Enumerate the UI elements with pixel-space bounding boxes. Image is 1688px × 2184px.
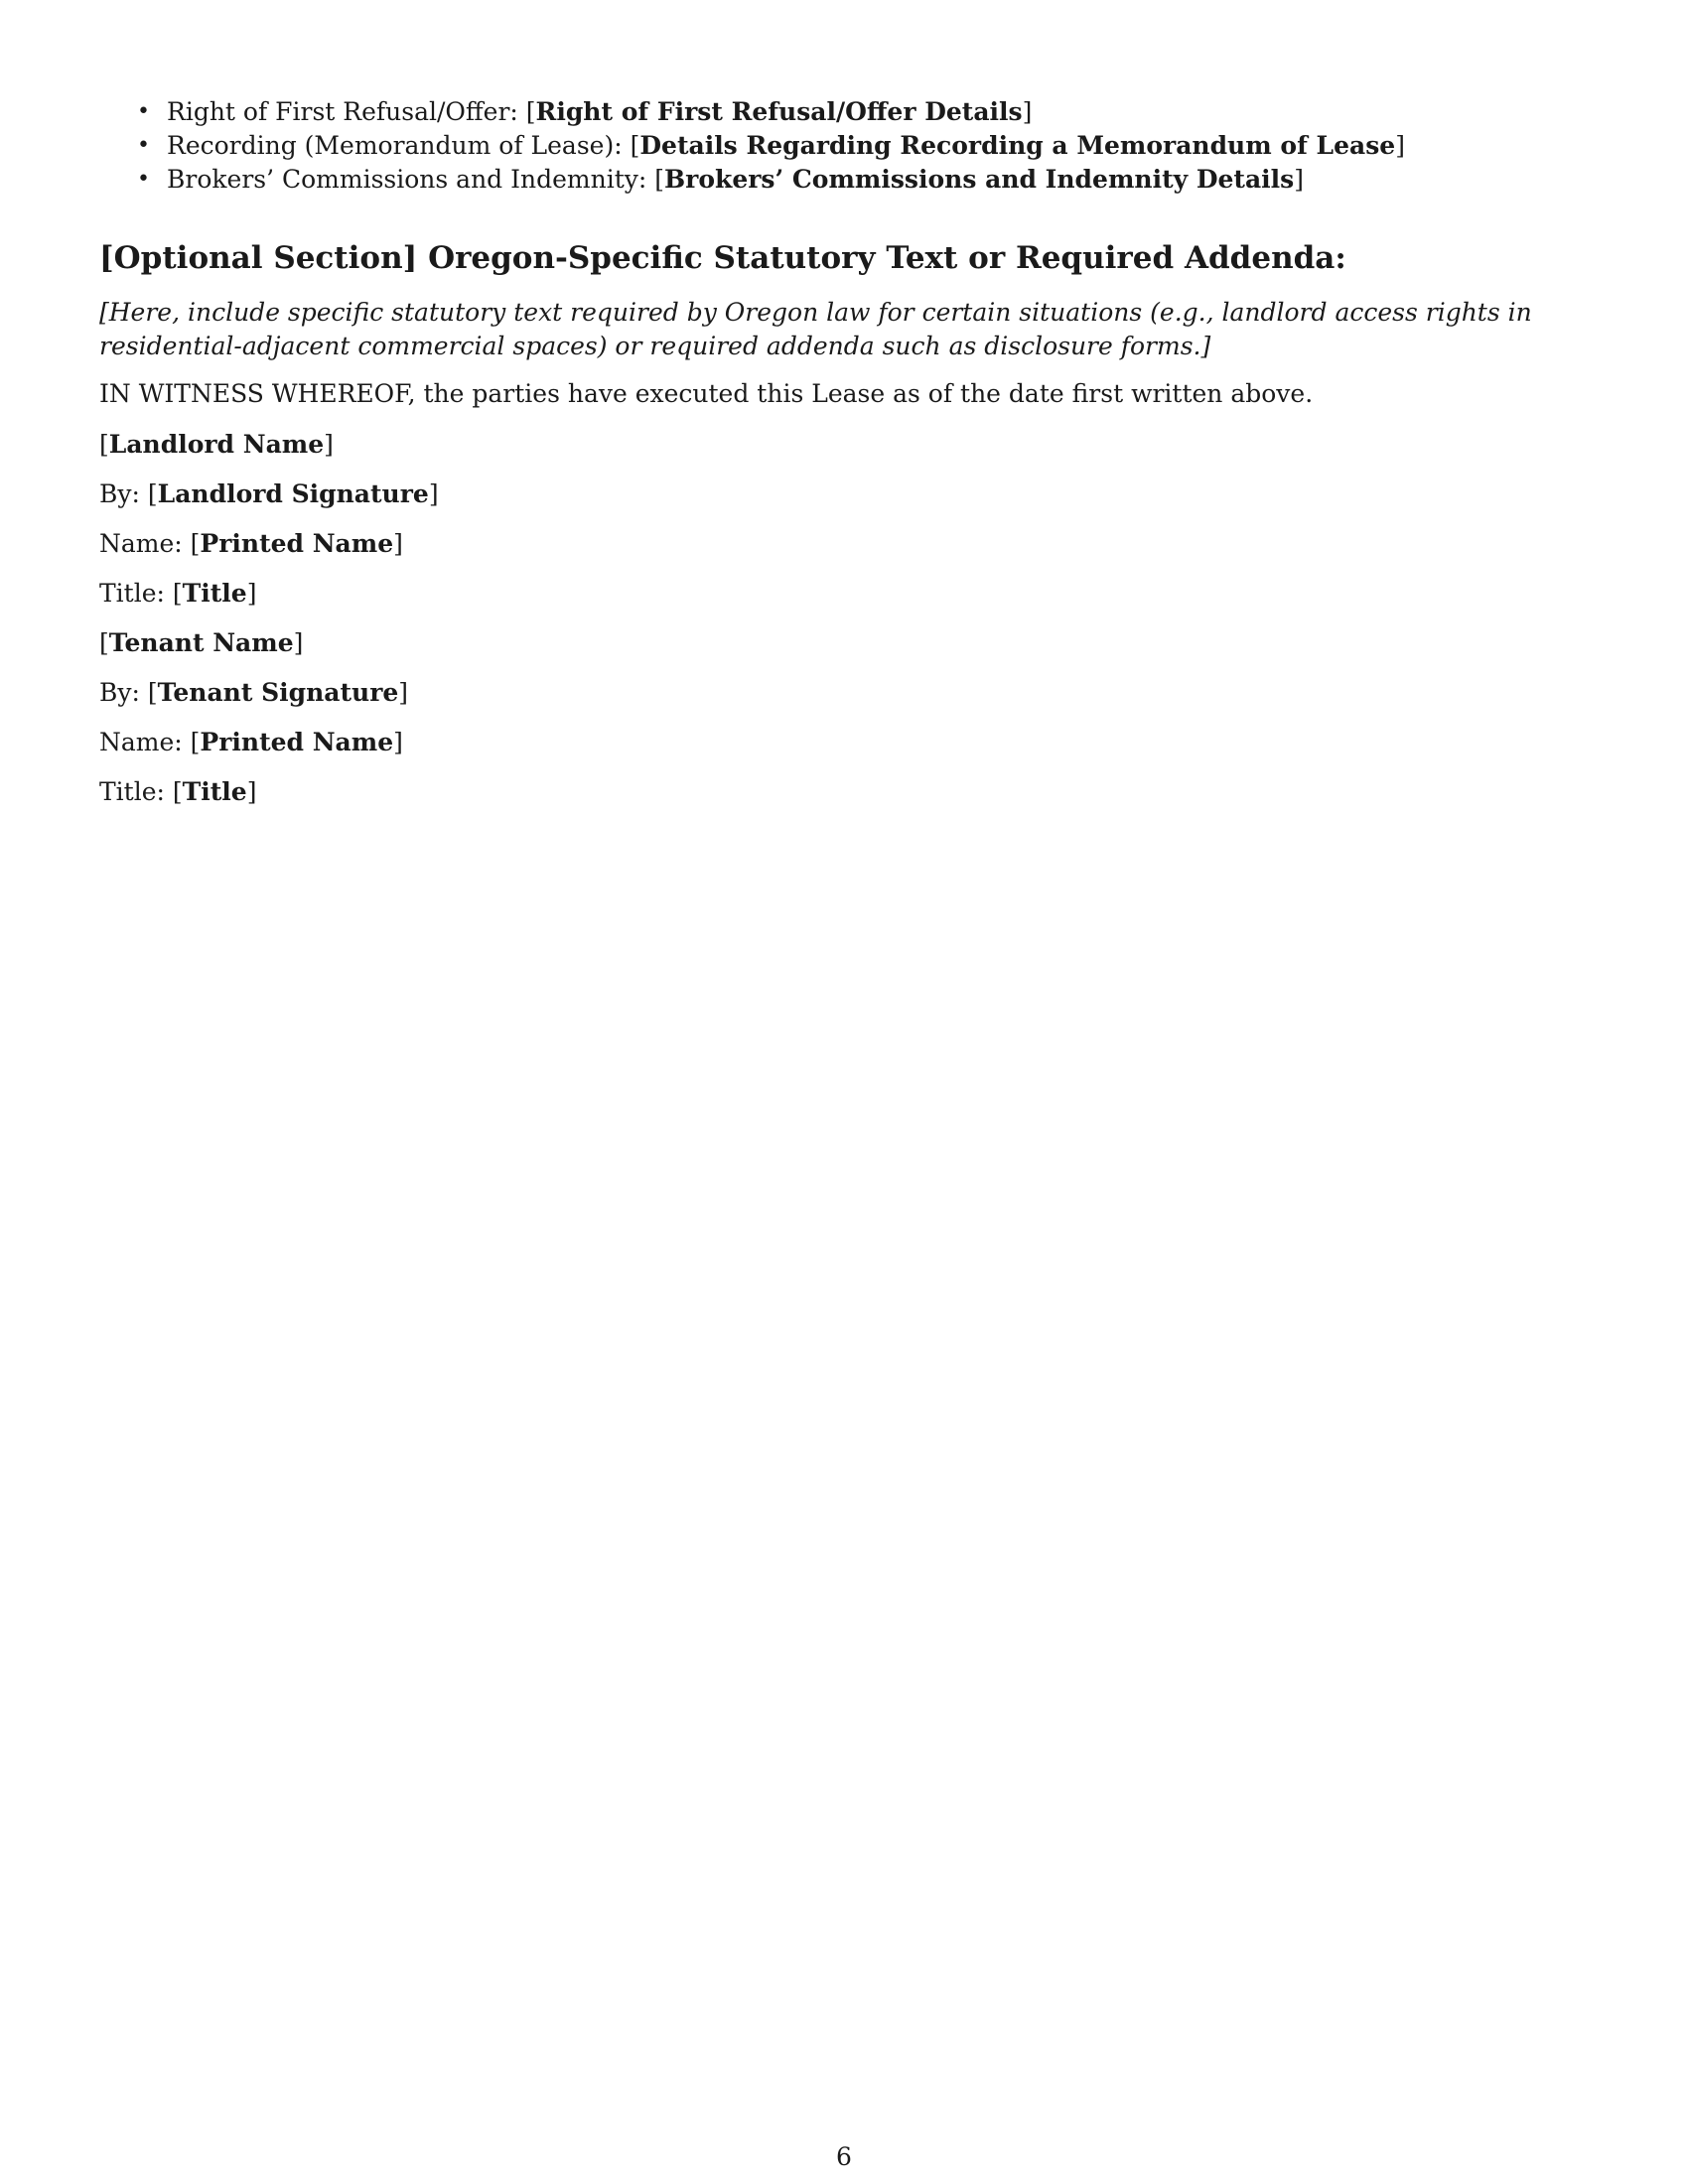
list-item: • Brokers’ Commissions and Indemnity: [Brokers’ Commissions and Indemnity Details] xyxy=(99,163,1589,197)
printed-name-placeholder: Printed Name xyxy=(200,529,394,558)
name-label: Name: xyxy=(99,529,191,558)
landlord-signature-block xyxy=(99,428,1589,611)
printed-name-placeholder: Printed Name xyxy=(200,728,394,756)
list-item-placeholder: Brokers’ Commissions and Indemnity Details xyxy=(664,165,1295,194)
landlord-printed-name-line: Name: [Printed Name] xyxy=(99,529,403,558)
list-item-label: Right of First Refusal/Offer: xyxy=(167,97,526,126)
tenant-name-placeholder: Tenant Name xyxy=(108,628,294,657)
lease-provisions-list xyxy=(99,95,1589,197)
tenant-by-line: By: [Tenant Signature] xyxy=(99,678,409,707)
tenant-signature-placeholder: Tenant Signature xyxy=(157,678,399,707)
bullet-icon: • xyxy=(137,133,150,158)
title-label: Title: xyxy=(99,777,173,806)
bullet-icon: • xyxy=(137,167,150,192)
by-label: By: xyxy=(99,678,148,707)
list-item-placeholder: Right of First Refusal/Offer Details xyxy=(535,97,1023,126)
tenant-signature-block xyxy=(99,626,1589,809)
section-heading: [Optional Section] Oregon-Specific Statutory Text or Required Addenda: xyxy=(99,240,1346,276)
tenant-title-line: Title: [Title] xyxy=(99,777,257,806)
tenant-name: [Tenant Name] xyxy=(99,628,304,657)
landlord-signature-placeholder: Landlord Signature xyxy=(157,479,429,508)
bullet-icon: • xyxy=(137,99,150,124)
by-label: By: xyxy=(99,479,148,508)
title-label: Title: xyxy=(99,579,173,608)
list-item: • Right of First Refusal/Offer: [Right of First Refusal/Offer Details] xyxy=(99,95,1589,129)
landlord-by-line: By: [Landlord Signature] xyxy=(99,479,439,508)
landlord-title-line: Title: [Title] xyxy=(99,579,257,608)
document-page xyxy=(99,95,1589,809)
page-number: 6 xyxy=(836,2142,852,2171)
section-instruction-note: [Here, include specific statutory text required by Oregon law for certain situations (e.g., landlord access rights in residential-adjacent commercial spaces) or required addenda such as disclosure forms.] xyxy=(99,298,1532,360)
list-item-placeholder: Details Regarding Recording a Memorandum of Lease xyxy=(639,131,1396,160)
landlord-name-placeholder: Landlord Name xyxy=(108,430,325,459)
title-placeholder: Title xyxy=(182,777,247,806)
landlord-name: [Landlord Name] xyxy=(99,430,334,459)
name-label: Name: xyxy=(99,728,191,756)
tenant-printed-name-line: Name: [Printed Name] xyxy=(99,728,403,756)
list-item-label: Brokers’ Commissions and Indemnity: xyxy=(167,165,655,194)
title-placeholder: Title xyxy=(182,579,247,608)
list-item-label: Recording (Memorandum of Lease): xyxy=(167,131,631,160)
list-item: • Recording (Memorandum of Lease): [Details Regarding Recording a Memorandum of Lease] xyxy=(99,129,1589,163)
witness-clause: IN WITNESS WHEREOF, the parties have executed this Lease as of the date first written above. xyxy=(99,379,1314,408)
